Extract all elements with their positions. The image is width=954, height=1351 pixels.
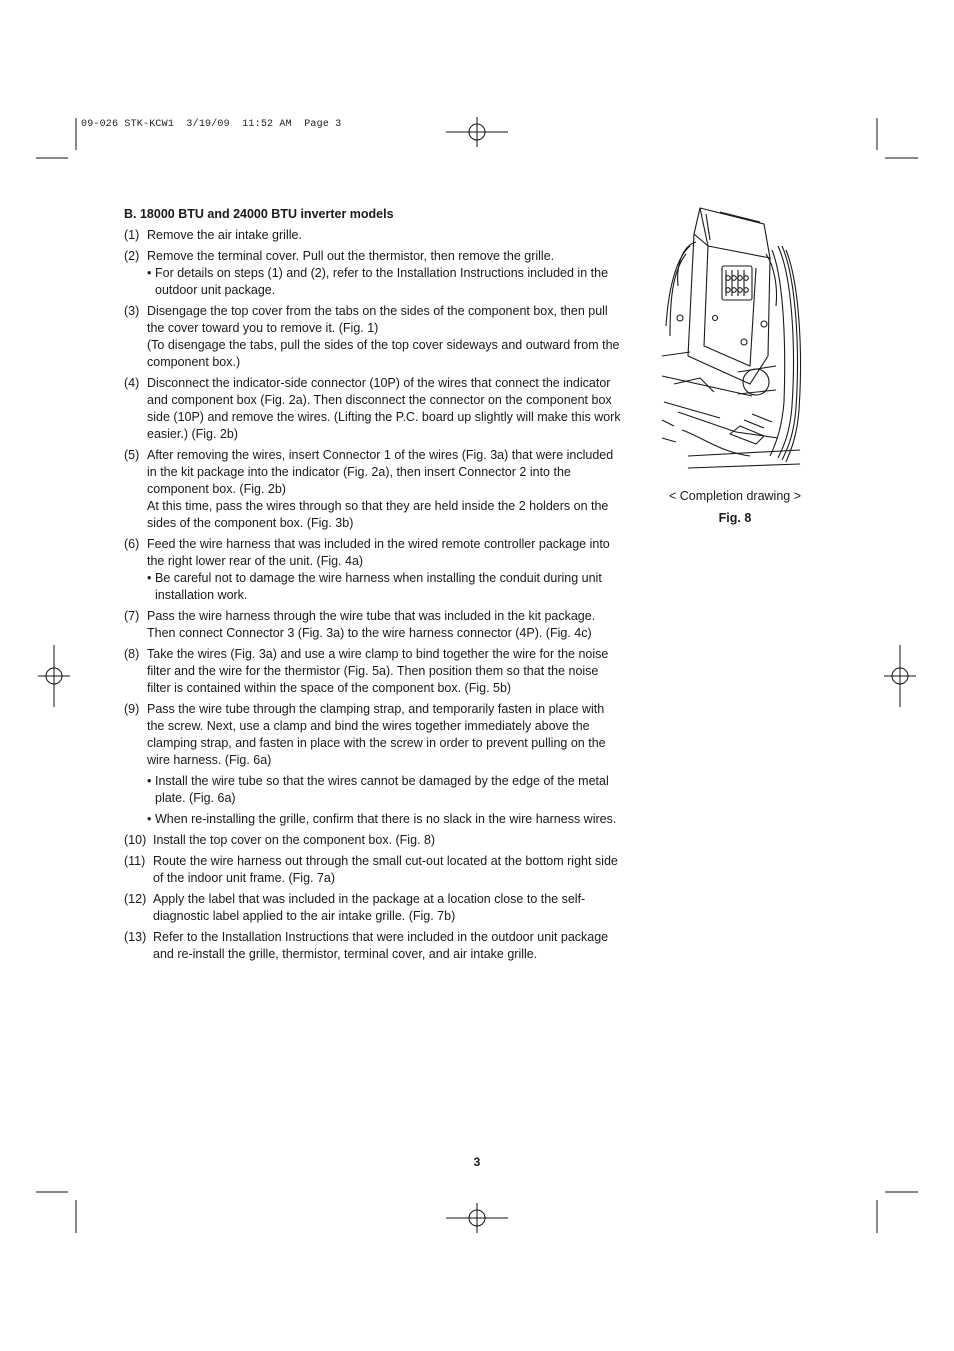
item-text: Feed the wire harness that was included in the wired remote controller package into the right lower rear of the unit. (Fig. 4a) [147, 537, 610, 568]
note-text: Install the wire tube so that the wires cannot be damaged by the edge of the metal plate. (Fig. 6a) [155, 774, 609, 805]
item-number: (5) [124, 448, 140, 462]
item-number: (12) [124, 892, 147, 906]
note-text: Be careful not to damage the wire harness when installing the conduit during unit installation work. [155, 571, 602, 602]
item-text: Route the wire harness out through the small cut-out located at the bottom right side of the indoor unit frame. (Fig. 7a) [153, 854, 618, 885]
list-item [124, 832, 624, 849]
note-text: When re-installing the grille, confirm that there is no slack in the wire harness wires. [155, 812, 617, 826]
list-item [124, 608, 624, 642]
list-item [124, 929, 624, 963]
item-text: Remove the terminal cover. Pull out the thermistor, then remove the grille. [147, 249, 555, 263]
item-text: Pass the wire tube through the clamping strap, and temporarily fasten in place with the screw. Next, use a clamp and bind the wires together immediately above the clamping strap, and fasten in place with the screw in order to prevent pulling on the wire harness. (Fig. 6a) [147, 702, 606, 767]
item-text: After removing the wires, insert Connector 1 of the wires (Fig. 3a) that were included in the kit package into the indicator (Fig. 2a), then insert Connector 2 into the component box. (Fig. 2b) [147, 448, 614, 496]
item-text: Pass the wire harness through the wire tube that was included in the kit package. Then connect Connector 3 (Fig. 3a) to the wire harness connector (4P). (Fig. 4c) [147, 609, 596, 640]
item-number: (11) [124, 854, 146, 868]
bullet-note [147, 811, 624, 828]
list-item [124, 227, 624, 244]
completion-drawing-figure [660, 206, 810, 474]
item-text: Disconnect the indicator-side connector (10P) of the wires that connect the indicator and component box (Fig. 2a). Then disconnect the connector on the component box side (10P) and remove the wires. (Lifting the P.C. board up slightly will make this work easier.) (Fig. 2b) [147, 376, 621, 441]
list-item [124, 701, 624, 828]
item-number: (4) [124, 376, 140, 390]
list-item [124, 303, 624, 371]
item-number: (13) [124, 930, 147, 944]
list-item [124, 646, 624, 697]
list-item [124, 853, 624, 887]
bullet-icon: • [147, 774, 152, 788]
bullet-icon: • [147, 812, 152, 826]
section-title: B. 18000 BTU and 24000 BTU inverter models [124, 207, 394, 221]
item-number: (6) [124, 537, 140, 551]
list-item [124, 891, 624, 925]
item-text: Apply the label that was included in the package at a location close to the self-diagnostic label applied to the air intake grille. (Fig. 7b) [153, 892, 586, 923]
page-number: 3 [473, 1155, 481, 1169]
instructions [124, 206, 624, 967]
item-number: (7) [124, 609, 140, 623]
item-text: Install the top cover on the component box. (Fig. 8) [153, 833, 436, 847]
list-item [124, 447, 624, 532]
bullet-note [147, 773, 624, 807]
item-number: (3) [124, 304, 140, 318]
item-text: Take the wires (Fig. 3a) and use a wire clamp to bind together the wire for the noise filter and the wire for the thermistor (Fig. 5a). Then position them so that the noise filter is contained within the space of the component box. (Fig. 5b) [147, 647, 609, 695]
list-item [124, 248, 624, 299]
bullet-note [147, 570, 624, 604]
figure-caption: < Completion drawing > [668, 489, 802, 503]
figure-label: Fig. 8 [718, 511, 752, 525]
item-continuation: At this time, pass the wires through so that they are held inside the 2 holders on the sides of the component box. (Fig. 3b) [147, 499, 609, 530]
bullet-icon: • [147, 266, 152, 280]
item-number: (8) [124, 647, 140, 661]
printer-slug: 09-026 STK-KCW1 3/19/09 11:52 AM Page 3 [81, 119, 342, 130]
note-text: For details on steps (1) and (2), refer to the Installation Instructions included in the outdoor unit package. [155, 266, 609, 297]
item-number: (10) [124, 833, 147, 847]
item-text: Refer to the Installation Instructions that were included in the outdoor unit package and re-install the grille, thermistor, terminal cover, and air intake grille. [153, 930, 609, 961]
list-item [124, 375, 624, 443]
item-number: (2) [124, 249, 140, 263]
item-number: (9) [124, 702, 140, 716]
list-item [124, 536, 624, 604]
item-text: Remove the air intake grille. [147, 228, 302, 242]
item-text: Disengage the top cover from the tabs on the sides of the component box, then pull the cover toward you to remove it. (Fig. 1) [147, 304, 608, 335]
item-continuation: (To disengage the tabs, pull the sides of the top cover sideways and outward from the component box.) [147, 338, 620, 369]
bullet-icon: • [147, 571, 152, 585]
bullet-note [147, 265, 624, 299]
item-number: (1) [124, 228, 140, 242]
